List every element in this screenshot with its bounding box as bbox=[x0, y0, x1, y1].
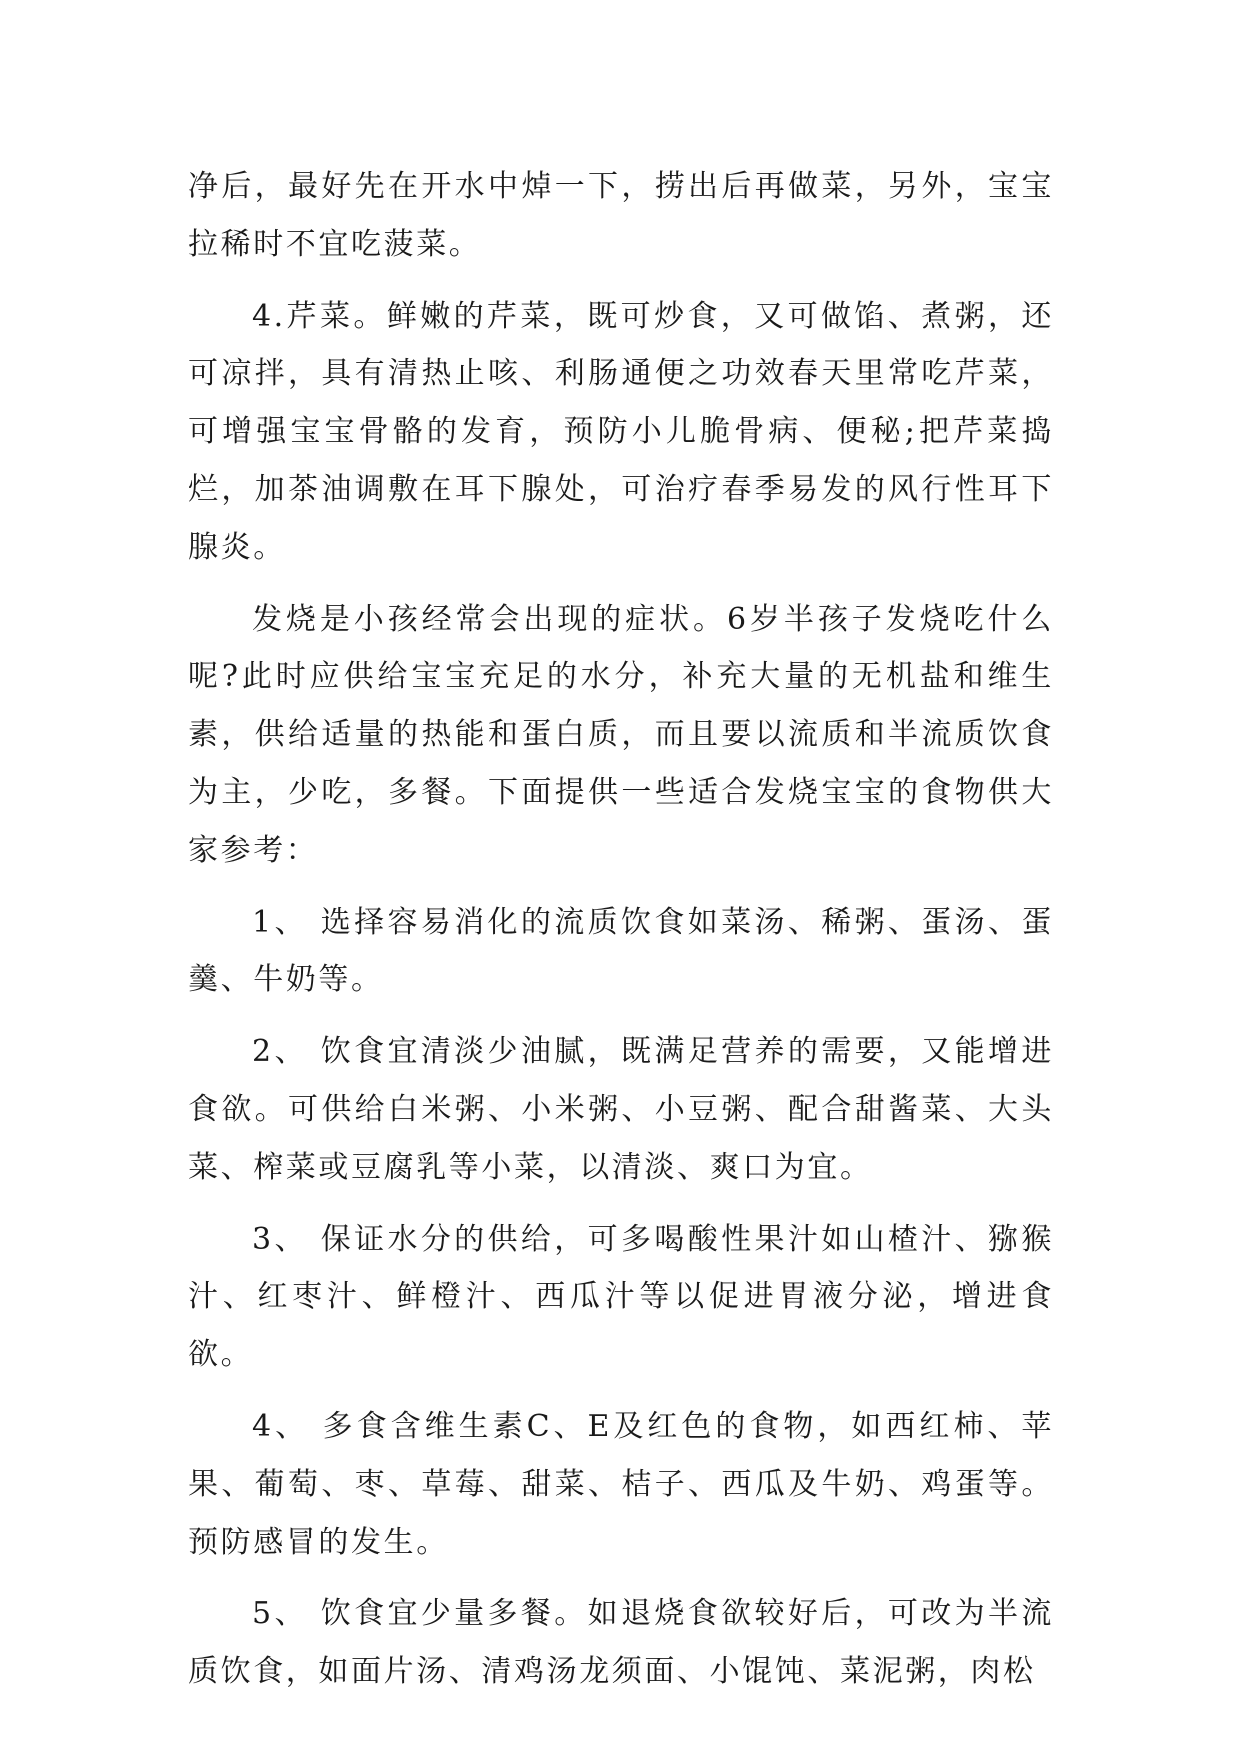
list-item-5: 5、 饮食宜少量多餐。如退烧食欲较好后，可改为半流质饮食，如面片汤、清鸡汤龙须面、小馄饨、菜泥粥，肉松 bbox=[188, 1596, 1054, 1690]
list-item-3: 3、 保证水分的供给，可多喝酸性果汁如山楂汁、猕猴汁、红枣汁、鲜橙汁、西瓜汁等以促进胃液分泌，增进食欲。 bbox=[188, 1221, 1054, 1373]
list-item-1: 1、 选择容易消化的流质饮食如菜汤、稀粥、蛋汤、蛋羹、牛奶等。 bbox=[188, 904, 1054, 998]
paragraph-celery: 4.芹菜。鲜嫩的芹菜，既可炒食，又可做馅、煮粥，还可凉拌，具有清热止咳、利肠通便之功效春天里常吃芹菜，可增强宝宝骨骼的发育，预防小儿脆骨病、便秘;把芹菜捣烂，加茶油调敷在耳下腺处，可治疗春季易发的风行性耳下腺炎。 bbox=[188, 298, 1054, 565]
list-item-4: 4、 多食含维生素C、E及红色的食物，如西红柿、苹果、葡萄、枣、草莓、甜菜、桔子、西瓜及牛奶、鸡蛋等。预防感冒的发生。 bbox=[188, 1408, 1054, 1560]
list-item-2: 2、 饮食宜清淡少油腻，既满足营养的需要，又能增进食欲。可供给白米粥、小米粥、小豆粥、配合甜酱菜、大头菜、榨菜或豆腐乳等小菜，以清淡、爽口为宜。 bbox=[188, 1034, 1054, 1185]
document-body bbox=[188, 158, 1054, 1701]
paragraph-fever-intro: 发烧是小孩经常会出现的症状。6岁半孩子发烧吃什么呢?此时应供给宝宝充足的水分，补充大量的无机盐和维生素，供给适量的热能和蛋白质，而且要以流质和半流质饮食为主，少吃，多餐。下面提供一些适合发烧宝宝的食物供大家参考： bbox=[188, 601, 1054, 868]
paragraph-spinach-continued: 净后，最好先在开水中焯一下，捞出后再做菜，另外，宝宝拉稀时不宜吃菠菜。 bbox=[188, 169, 1054, 262]
